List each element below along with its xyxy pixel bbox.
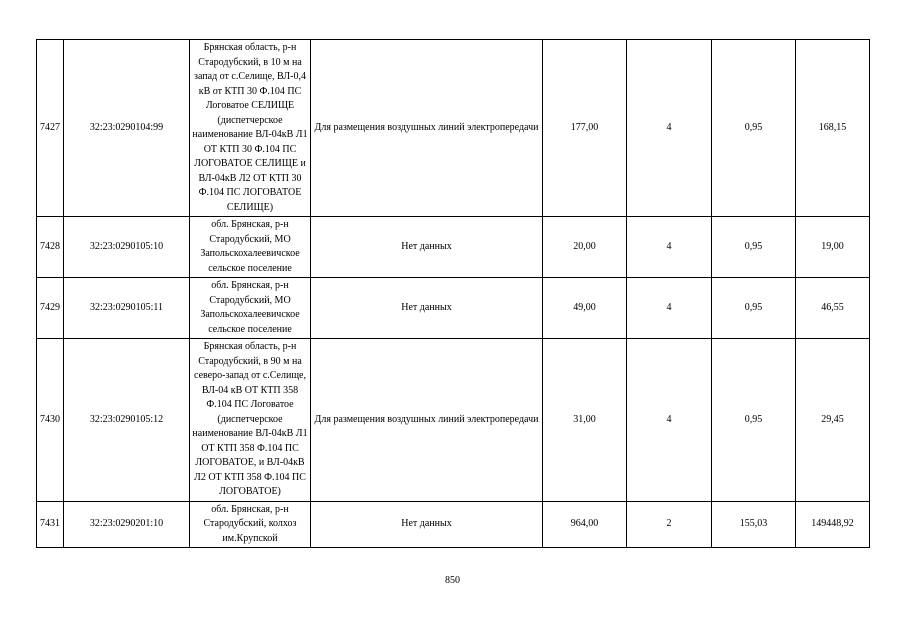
address: Брянская область, р-н Стародубский, в 90 м на северо-запад от с.Селище, ВЛ-04 кВ ОТ КТП 358 Ф.104 ПС Логоватое (диспетчерское наименование ВЛ-04кВ Л1 ОТ КТП 358 Ф.104 ПС ЛОГОВАТОЕ, и ВЛ-04кВ Л2 ОТ КТП 358 Ф.104 ПС ЛОГОВАТОЕ): [190, 339, 311, 502]
rate: 0,95: [712, 278, 796, 339]
cadastral-table: [36, 39, 870, 548]
address: обл. Брянская, р-н Стародубский, МО Запольскохалеевичское сельское поселение: [190, 217, 311, 278]
row-number: 7431: [37, 501, 64, 548]
area: 31,00: [543, 339, 627, 502]
cadastral-value: 168,15: [796, 40, 870, 217]
area: 49,00: [543, 278, 627, 339]
area: 964,00: [543, 501, 627, 548]
cadastral-value: 46,55: [796, 278, 870, 339]
table-row: [37, 217, 870, 278]
purpose: Для размещения воздушных линий электропередачи: [311, 339, 543, 502]
group: 4: [627, 339, 712, 502]
group: 4: [627, 278, 712, 339]
row-number: 7430: [37, 339, 64, 502]
group: 4: [627, 217, 712, 278]
cadastral-value: 149448,92: [796, 501, 870, 548]
purpose: Нет данных: [311, 217, 543, 278]
rate: 0,95: [712, 40, 796, 217]
cadastral-number: 32:23:0290105:12: [64, 339, 190, 502]
address: обл. Брянская, р-н Стародубский, МО Запольскохалеевичское сельское поселение: [190, 278, 311, 339]
table-row: [37, 278, 870, 339]
table-row: [37, 501, 870, 548]
group: 2: [627, 501, 712, 548]
purpose: Нет данных: [311, 501, 543, 548]
cadastral-value: 19,00: [796, 217, 870, 278]
cadastral-value: 29,45: [796, 339, 870, 502]
cadastral-number: 32:23:0290105:11: [64, 278, 190, 339]
row-number: 7427: [37, 40, 64, 217]
group: 4: [627, 40, 712, 217]
rate: 0,95: [712, 339, 796, 502]
table-row: [37, 40, 870, 217]
cadastral-number: 32:23:0290105:10: [64, 217, 190, 278]
cadastral-number: 32:23:0290201:10: [64, 501, 190, 548]
area: 20,00: [543, 217, 627, 278]
address: Брянская область, р-н Стародубский, в 10 м на запад от с.Селище, ВЛ-0,4 кВ от КТП 30 Ф.104 ПС Логоватое СЕЛИЩЕ (диспетчерское наименование ВЛ-04кВ Л1 ОТ КТП 30 Ф.104 ПС ЛОГОВАТОЕ СЕЛИЩЕ и ВЛ-04кВ Л2 ОТ КТП 30 Ф.104 ПС ЛОГОВАТОЕ СЕЛИЩЕ): [190, 40, 311, 217]
row-number: 7429: [37, 278, 64, 339]
row-number: 7428: [37, 217, 64, 278]
purpose: Нет данных: [311, 278, 543, 339]
area: 177,00: [543, 40, 627, 217]
cadastral-number: 32:23:0290104:99: [64, 40, 190, 217]
purpose: Для размещения воздушных линий электропередачи: [311, 40, 543, 217]
table-row: [37, 339, 870, 502]
address: обл. Брянская, р-н Стародубский, колхоз им.Крупской: [190, 501, 311, 548]
rate: 155,03: [712, 501, 796, 548]
rate: 0,95: [712, 217, 796, 278]
page-number: 850: [445, 575, 460, 586]
